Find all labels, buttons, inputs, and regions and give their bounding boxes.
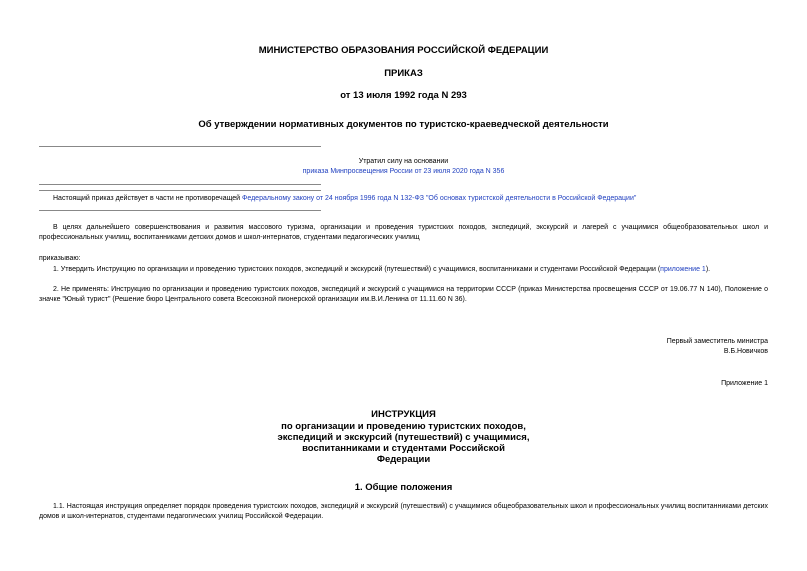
instruction-subtitle-4: Федерации [376,454,431,465]
status-link[interactable]: приказа Минпросвещения России от 23 июля 2020 года N 356 [302,168,505,175]
validity-text: Настоящий приказ действует в части не противоречащей [53,195,243,202]
item-1-text: 1. Утвердить Инструкцию по организации и проведению туристских походов, экспедиций и экскурсий (путешествий) с учащимися, воспитанниками и студентами Российской Федерации ( [53,266,661,273]
preamble-paragraph: В целях дальнейшего совершенствования и развития массового туризма, организации и проведения туристских походов, экспедиций, экскурсий и лагерей с учащимися общеобразовательных школ и профессиональных училищ, воспитанниками детских домов и школ-интернатов, студентами педагогических училищ [39,224,768,241]
paragraph-1-1: 1.1. Настоящая инструкция определяет порядок проведения туристских походов, экспедиций и экскурсий (путешествий) с учащимися общеобразовательных школ и профессиональных училищ воспитанниками детских домов и школ-интернатов, студентами педагогических училищ Российской Федерации. [39,503,768,520]
divider [39,146,321,147]
divider [39,190,321,191]
item-1-suffix: ). [705,266,711,273]
divider [39,184,321,185]
doc-type-heading: ПРИКАЗ [384,68,423,79]
order-item-1 [39,265,768,275]
document-title: Об утверждении нормативных документов по туристско-краеведческой деятельности [198,119,609,130]
section-1-heading: 1. Общие положения [354,482,453,493]
instruction-subtitle-1: по организации и проведению туристских походов, [281,421,526,432]
order-item-2: 2. Не применять: Инструкцию по организации и проведению туристских походов, экспедиций и экскурсий с учащимися на территории СССР (приказ Министерства просвещения СССР от 19.06.77 N 140), Положение о значке "Юный турист" (Решение бюро Центрального совета Всесоюзной пионерской организации им.В.И.Ленина от 11.11.60 N 36). [39,286,768,303]
divider [39,210,321,211]
instruction-subtitle-3: воспитанниками и студентами Российской [302,443,505,454]
federal-law-link[interactable]: Федеральному закону от 24 ноября 1996 года N 132-ФЗ "Об основах туристской деятельности в Российской Федерации" [242,195,637,202]
status-text: Утратил силу на основании [358,158,449,165]
instruction-title: ИНСТРУКЦИЯ [371,409,436,420]
instruction-subtitle-2: экспедиций и экскурсий (путешествий) с учащимися, [277,432,530,443]
signatory-name: В.Б.Новичков [723,348,768,355]
order-word: приказываю: [39,255,81,262]
appendix-1-link[interactable]: приложение 1 [660,266,706,273]
validity-note [53,194,636,204]
signatory-position: Первый заместитель министра [666,338,768,345]
appendix-label: Приложение 1 [721,380,768,387]
date-number: от 13 июля 1992 года N 293 [340,90,467,101]
ministry-heading: МИНИСТЕРСТВО ОБРАЗОВАНИЯ РОССИЙСКОЙ ФЕДЕРАЦИИ [258,45,549,56]
